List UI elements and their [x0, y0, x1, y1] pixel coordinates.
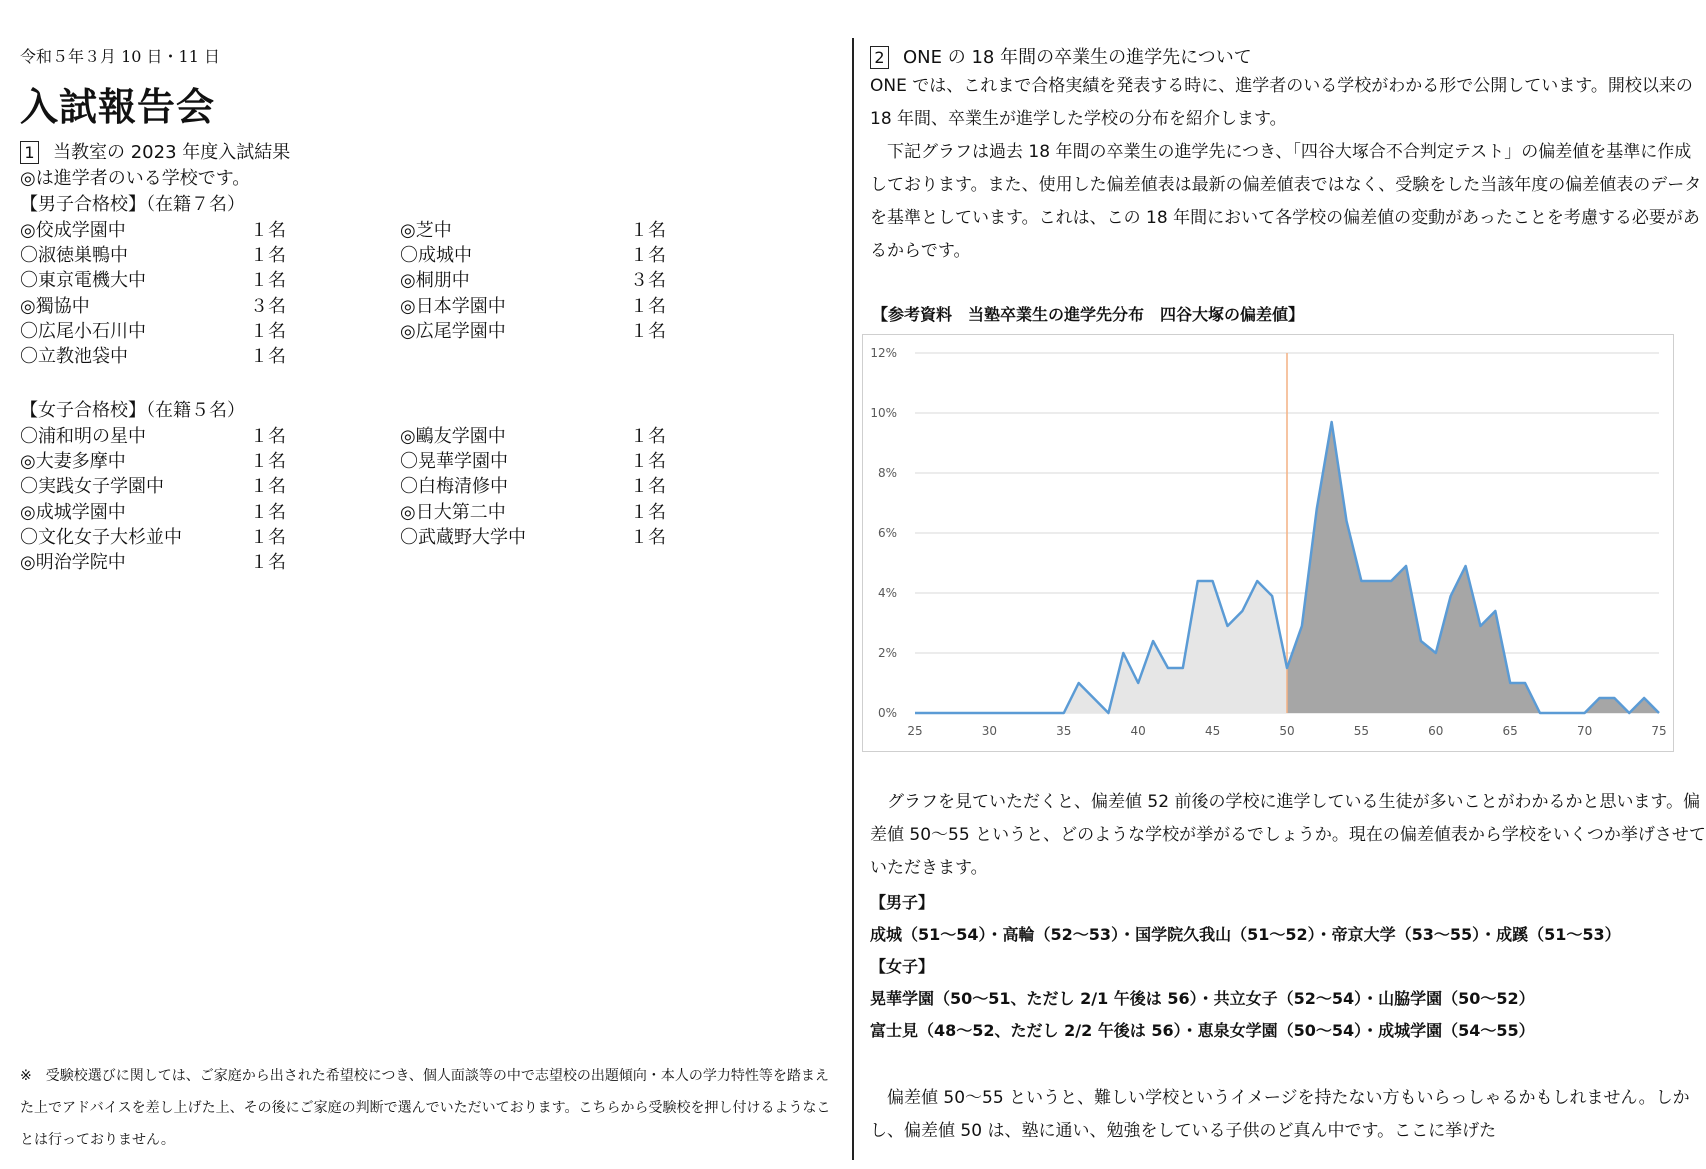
- legend-text: ◎は進学者のいる学校です。: [20, 168, 251, 189]
- page-title: 入試報告会: [20, 85, 216, 129]
- school-count: １名: [630, 245, 666, 267]
- school-count: １名: [630, 320, 666, 342]
- school-count: １名: [250, 451, 286, 473]
- x-tick-label: 50: [1279, 724, 1295, 738]
- school-count: １名: [630, 476, 666, 498]
- school-count: １名: [630, 220, 666, 241]
- girls-label: 【女子】: [870, 957, 935, 976]
- section2-paragraph-2: 下記グラフは過去 18 年間の卒業生の進学先につき、「四谷大塚合不合判定テスト」の偏差値を基準に作成しております。また、使用した偏差値表は最新の偏差値表ではなく、受験をした当該年度の偏差値表のデータを基準としています。これは、この 18 年間において各学校の偏差値の変動があったことを考慮する必要があるからです。: [870, 142, 1702, 261]
- section2-paragraph-3: グラフを見ていただくと、偏差値 52 前後の学校に進学している生徒が多いことがわかるかと思います。偏差値 50～55 というと、どのような学校が挙がるでしょうか。現在の偏差値表から学校をいくつか挙げさせていただきます。: [870, 792, 1706, 878]
- x-tick-label: 70: [1576, 724, 1593, 738]
- school-name: 〇立教池袋中: [20, 346, 128, 367]
- girls-header: 【女子合格校】（在籍５名）: [20, 400, 245, 421]
- school-name: 〇浦和明の星中: [20, 426, 146, 447]
- school-name: 〇実践女子学園中: [20, 476, 164, 498]
- distribution-chart: [863, 335, 1673, 751]
- area-below-50: [915, 581, 1287, 713]
- y-tick-label: 10%: [870, 406, 897, 420]
- y-tick-label: 4%: [877, 586, 897, 600]
- x-tick-label: 45: [1204, 724, 1221, 738]
- girls-school-list-2: 富士見（48～52、ただし 2/2 午後は 56）・恵泉女学園（50～54）・成城学園（54～55）: [870, 1021, 1535, 1040]
- area-above-50: [1287, 422, 1659, 713]
- school-name: ◎鷗友学園中: [400, 426, 506, 447]
- section1-number: 1: [20, 141, 39, 164]
- school-count: １名: [250, 320, 286, 342]
- report-date: 令和５年３月 10 日・11 日: [20, 47, 220, 66]
- x-tick-label: 25: [907, 724, 923, 738]
- x-tick-label: 75: [1651, 724, 1667, 738]
- y-tick-label: 8%: [877, 466, 897, 480]
- school-name: 〇淑徳巣鴨中: [20, 245, 128, 267]
- column-divider: [852, 38, 854, 1160]
- school-count: １名: [630, 526, 666, 548]
- school-name: ◎芝中: [400, 220, 452, 241]
- school-count: １名: [630, 501, 666, 523]
- school-count: １名: [250, 245, 286, 267]
- boys-school-list: 成城（51～54）・高輪（52～53）・国学院久我山（51～52）・帝京大学（53～55）・成蹊（51～53）: [870, 925, 1621, 944]
- school-name: ◎日本学園中: [400, 295, 506, 317]
- school-name: 〇東京電機大中: [20, 270, 146, 292]
- school-name: ◎獨協中: [20, 295, 90, 317]
- school-name: ◎大妻多摩中: [20, 451, 126, 473]
- school-count: １名: [250, 476, 286, 498]
- section2-paragraph-4: 偏差値 50～55 というと、難しい学校というイメージを持たない方もいらっしゃるかもしれません。しかし、偏差値 50 は、塾に通い、勉強をしている子供のど真ん中です。ここに挙げた: [870, 1088, 1690, 1141]
- boys-header: 【男子合格校】（在籍７名）: [20, 194, 245, 215]
- right-column: [862, 0, 1706, 1169]
- school-name: ◎成城学園中: [20, 501, 126, 523]
- y-tick-label: 6%: [877, 526, 897, 540]
- school-count: １名: [250, 270, 286, 292]
- school-name: ◎明治学院中: [20, 552, 126, 573]
- school-name: ◎広尾学園中: [400, 320, 506, 342]
- school-name: 〇広尾小石川中: [20, 320, 146, 342]
- x-tick-label: 60: [1428, 724, 1444, 738]
- section2-title: ONE の 18 年間の卒業生の進学先について: [903, 47, 1252, 68]
- left-column: [0, 0, 850, 1169]
- x-tick-label: 55: [1353, 724, 1370, 738]
- girls-school-list-1: 晃華学園（50～51、ただし 2/1 午後は 56）・共立女子（52～54）・山脇学園（50～52）: [870, 989, 1535, 1008]
- school-count: １名: [250, 346, 286, 367]
- section1-heading: [20, 138, 290, 164]
- school-count: １名: [250, 426, 286, 447]
- school-count: １名: [250, 501, 286, 523]
- footnote: ※ 受験校選びに関しては、ご家庭から出された希望校につき、個人面談等の中で志望校の出題傾向・本人の学力特性等を踏まえた上でアドバイスを差し上げた上、その後にご家庭の判断で選んでいただいております。こちらから受験校を押し付けるようなことは行っておりません。: [20, 1068, 831, 1148]
- x-tick-label: 35: [1056, 724, 1072, 738]
- school-name: ◎佼成学園中: [20, 220, 126, 241]
- x-tick-label: 40: [1130, 724, 1146, 738]
- school-name: 〇文化女子大杉並中: [20, 526, 182, 548]
- school-count: １名: [250, 526, 286, 548]
- school-count: １名: [630, 426, 666, 447]
- school-name: 〇晃華学園中: [400, 451, 508, 473]
- school-count: ３名: [250, 295, 286, 317]
- y-tick-label: 0%: [877, 706, 897, 720]
- school-count: １名: [250, 552, 286, 573]
- x-tick-label: 65: [1502, 724, 1518, 738]
- school-name: 〇白梅清修中: [400, 476, 508, 498]
- y-tick-label: 2%: [877, 646, 897, 660]
- section1-title: 当教室の 2023 年度入試結果: [53, 142, 291, 163]
- school-count: １名: [250, 220, 286, 241]
- section2-paragraph-1: ONE では、これまで合格実績を発表する時に、進学者のいる学校がわかる形で公開しています。開校以来の 18 年間、卒業生が進学した学校の分布を紹介します。: [870, 76, 1693, 129]
- y-tick-label: 12%: [870, 346, 897, 360]
- boys-label: 【男子】: [870, 893, 935, 912]
- school-name: ◎桐朋中: [400, 270, 470, 292]
- school-count: １名: [630, 295, 666, 317]
- chart-frame: [862, 334, 1674, 752]
- school-count: ３名: [630, 270, 666, 292]
- x-tick-label: 30: [981, 724, 998, 738]
- school-name: ◎日大第二中: [400, 501, 506, 523]
- section2-number: 2: [870, 46, 889, 69]
- section2-heading: [870, 43, 1252, 69]
- school-name: 〇武蔵野大学中: [400, 526, 526, 548]
- school-name: 〇成城中: [400, 245, 472, 267]
- school-count: １名: [630, 451, 666, 473]
- chart-title: 【参考資料 当塾卒業生の進学先分布 四谷大塚の偏差値】: [872, 305, 1305, 324]
